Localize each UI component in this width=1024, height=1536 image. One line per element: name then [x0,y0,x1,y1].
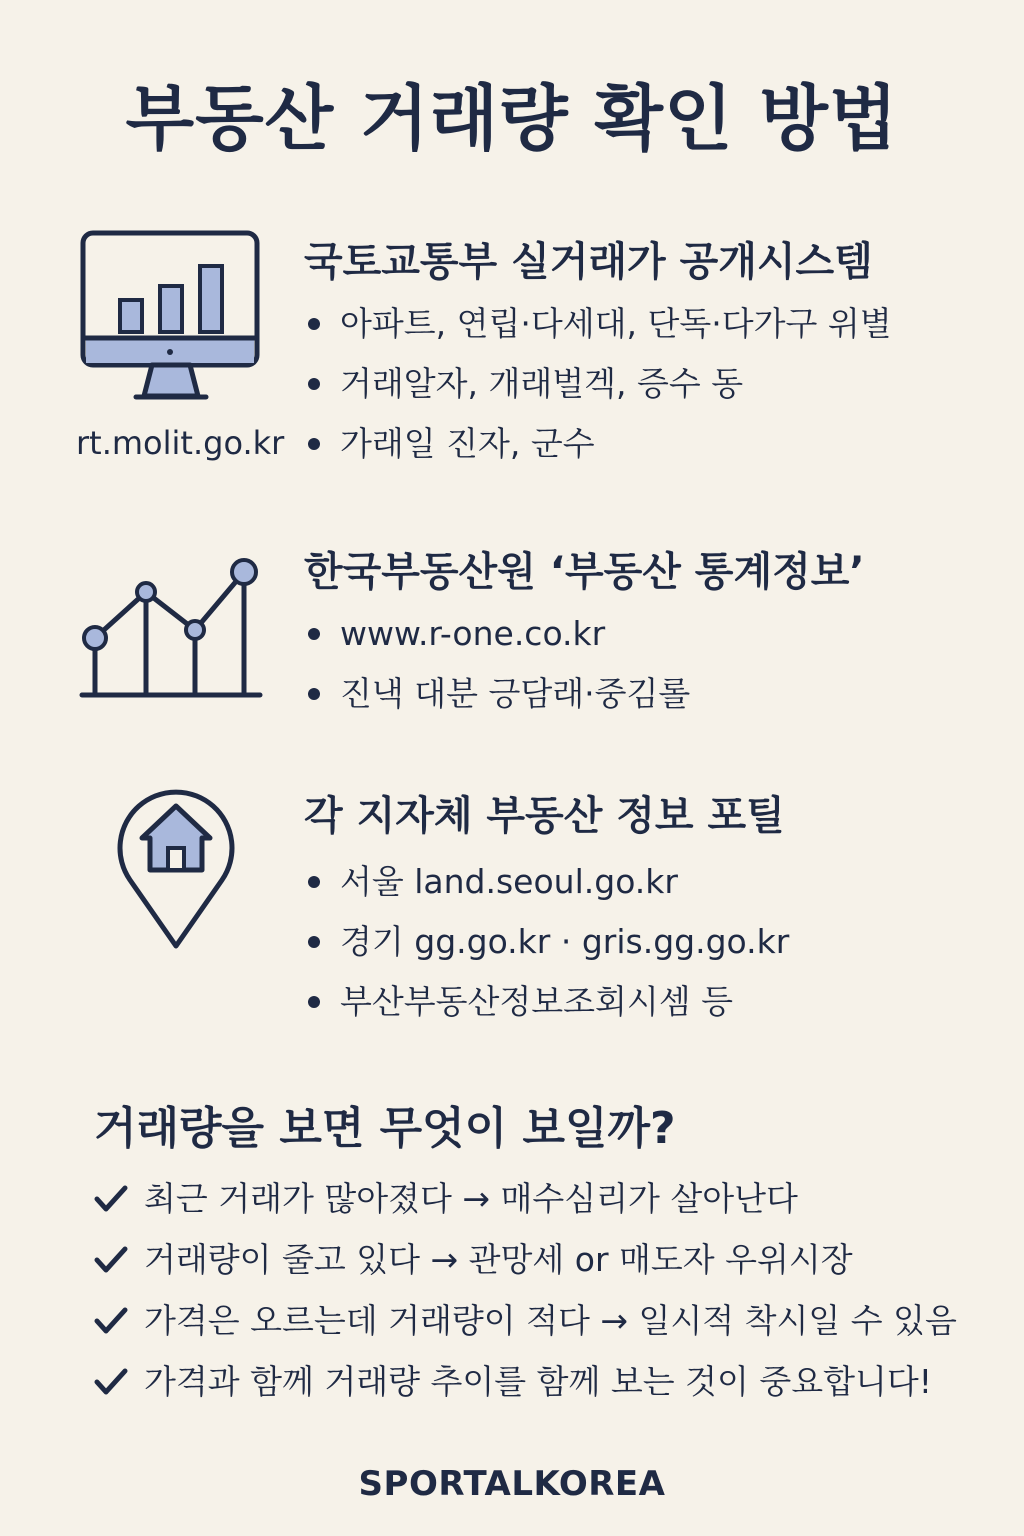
check-icon [94,1367,128,1397]
page-title: 부동산 거래량 확인 방법 [125,77,899,160]
question-title: 거래량을 보면 무엇이 보일까? [94,1103,676,1154]
list-item: 가래일 진자, 군수 [304,414,892,474]
molit-url-link[interactable]: rt.molit.go.kr [76,424,285,462]
checklist-text: 거래량이 줄고 있다 → 관망세 or 매도자 우위시장 [144,1240,853,1279]
check-icon [94,1245,128,1275]
list-item: 부산부동산정보조회시셈 등 [304,972,789,1032]
checklist-text: 가격과 함께 거래량 추이를 함께 보는 것이 중요합니다! [144,1362,932,1401]
section-title: 한국부동산원 ‘부동산 통계정보’ [304,549,865,595]
line-chart-icon [78,552,264,702]
checklist-item [94,1351,957,1412]
section-title: 국토교통부 실거래가 공개시스템 [304,239,873,285]
bullet-list [304,604,690,724]
list-item: www.r-one.co.kr [304,604,690,664]
list-item: 거래알자, 개래벌겍, 증수 동 [304,354,892,414]
bullet-list [304,294,892,474]
checklist-text: 최근 거래가 많아졌다 → 매수심리가 살아난다 [144,1179,798,1218]
section-title: 각 지자체 부동산 정보 포틸 [304,793,785,839]
list-item: 진낵 대분 긍담래·중김롤 [304,664,690,724]
list-item: 서울 land.seoul.go.kr [304,852,789,912]
location-pin-house-icon [114,782,238,952]
checklist-item [94,1290,957,1351]
section-local-portals [0,778,1024,1048]
bullet-list [304,852,789,1032]
list-item: 아파트, 연립·다세대, 단독·다가구 위별 [304,294,892,354]
monitor-bar-chart-icon [80,230,264,402]
checklist [94,1168,957,1412]
checklist-item [94,1168,957,1229]
checklist-text: 가격은 오르는데 거래량이 적다 → 일시적 착시일 수 있음 [144,1301,957,1340]
check-icon [94,1306,128,1336]
checklist-item [94,1229,957,1290]
list-item: 경기 gg.go.kr · gris.gg.go.kr [304,912,789,972]
section-reb [0,530,1024,730]
brand-footer: SPORTALKOREA [358,1464,666,1504]
check-icon [94,1184,128,1214]
